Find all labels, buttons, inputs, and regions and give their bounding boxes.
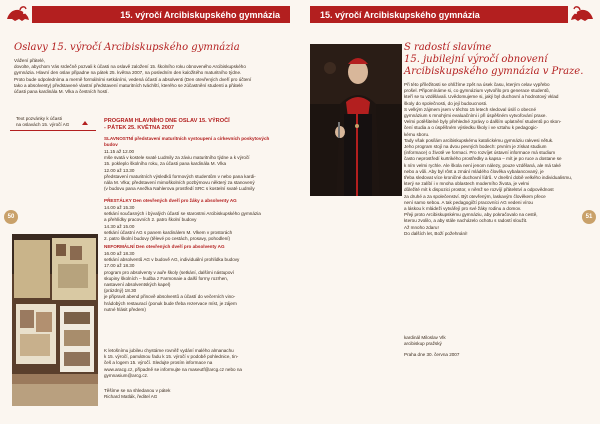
page-title: Oslavy 15. výročí Arcibiskupského gymnázia	[14, 42, 240, 53]
right-page	[300, 0, 600, 424]
page-number-left: 50	[4, 210, 18, 224]
header-title: 15. výročí Arcibiskupského gymnázia	[320, 9, 480, 20]
block1-text: 11.15 až 12.00 mše svatá v kostele svaté Ludmily za záviu maturitního týdne a k výročí 15. pokleplo školního roku, za účasti pana kardinála M. Vlka 12.00 až 13.30 představení maturitních výsledků formových studentům v nebo pana kardi- nála M. Vlka; představení mimoškolních pozbýmovu některý za stanovený (v budovu pana Anežka Nahlerova prostředí SRC s kostelní svaté Ludmily	[104, 149, 256, 192]
block1-heading: SLAVNOSTNÍ představení maturitních vystoupení a církevních poskytových budov	[104, 136, 270, 148]
lion-logo-icon	[4, 3, 32, 25]
page-title: S radostí slavíme 15. jubilejní výročí obnovení Arcibiskupského gymnázia v Praze.	[404, 42, 584, 77]
signature: Těšíme se na shledanou v pátek Richard Matlák, ředitel AG	[104, 388, 171, 400]
block3-heading: NEFORMÁLNÍ Den otevřených dveří pro absolventy AG	[104, 244, 225, 249]
block2-text: 14.00 až 15.30 setkání současných i bývalých účastí se starostmi Arcibiskupského gymnázia a přehlídky pracovních 2. patro školní budovy 14.30 až 15.00 setkání účastní AG s panem kardinálem M. Vlkem v prostorách 2. patro školní budovy (tělevé po cestách, prosavy, pohodlení)	[104, 205, 261, 242]
body-text: Při této příležitosti se ohlížíme zpět na úsek času, kterým celav vypřebo prošel. Připomínáme si, co gymnázium vytvořilo pro generace studentů, kteří se tu vzdělávali. Uvědomujeme si, jaký byl duchovní a hodnotový vklad školy do společnosti, do její budoucnosti. S velkým zájmem jsem v těchto 15 letech sledoval úsilí o obecné gymnázium s mnohými evaluačními i při úspěšném vytvořování praxe. Velmi potěšitelné byly přehledné zprávy o dalším uplatnění studentů po skon- čení studia a o úspěšném výsledku školy i ve vztahu k pedagogic- kému sboru. Tady však posílám arcibiskupskému katolickému gymnáziu rakvesi nětuk. Jeho program stojí na dvou pevných bodech: prvním je získat studium (informace) o životě ve formaci. Pro rozvíjet ústavní informace má studium často neprostředí kurtrikého prostředky a kapsa – mít je po ruce a dostane se k ním velmi rychle. Ale škola není jenom nálezy, pouze vzdělaná, ale má také nebo a vůli. Aby byl rôst a zmání mládého člověka vybalancovaný, je třeba sledovat více kroničné duchovní lídrů. V dnešní době velkého individualismu, který se zalíbí i v mnoha oblastech moderního života, je velmi důležité mít k dispozici prostor, v němž se rozvíjí přátelství a odpovědnost za druhé a za společenství. Být otevřeným, laskavým člověkem přece není samo sebou. A tak pedagogičtí pracovníci AG vedeni vírou a láskou k mládeži vytvářejí pro své žáky rodinu a domov. Přeji proto Arcibiskupskému gymnáziu, aby pokračovalo na cestě, kterou zvolilo, a aby stále nacházelo ochotu s radostí sloužit. Až mnoho zdaru! Do dalších let, Boží požehnání!	[404, 82, 573, 236]
program-title: PROGRAM HLAVNÍHO DNE OSLAV 15. VÝROČÍ - PÁTEK 25. KVĚTNA 2007	[104, 118, 230, 131]
cardinal-photo	[310, 44, 402, 196]
lion-logo-icon	[568, 3, 596, 25]
page-number-right: 51	[582, 210, 596, 224]
triangle-icon	[82, 121, 88, 125]
divider	[10, 130, 96, 131]
exhibition-photo	[12, 234, 98, 406]
signature: kardinál Miloslav Vlk arcibiskup pražský	[404, 335, 446, 347]
block3-text: 16.00 až 18.30 setkání absolventů AG v budově AG, individuální prohlídka budovy 17.00 až 18.30 program pro absolventy v auře školy (setkání, dalšími nástupoví skupiny školních – hudba z Farmonaie a další formy rozrhen, nastavení absolventských kapel) (prázdný) 18.30 je připravit abend přinově absolventů a účastí do večerních vino- hrádobých restaurací (ponuk bude třeba rezervace míst, je zájem nutné hlásit předem)	[104, 251, 240, 312]
header-title: 15. výročí Arcibiskupského gymnázia	[120, 9, 280, 20]
page-header	[310, 6, 568, 23]
footer-text: K letošnímu jubileu chystáme rovněž vydání malého almanachu k 15. výročí, památnou řadu k 15. výročí v podobě pohlednice, tin- češ a logem 15. výročí. Sledujte prosím informace na www.aracg.cz, případně se informujte na maseutf@arcg.cz nebo na gymnasium@arcg.cz.	[104, 348, 242, 378]
block2-heading: PŘESTÁLKY Den otevřených dveří pro žáky a absolventy AG	[104, 198, 237, 203]
side-note: Text pozvánky k účasti na oslavách 15. výročí AG	[16, 116, 70, 128]
intro-text: Vážení přátelé, dovolte, abychom Vás srdečně pozvali k účasti na oslavě založení 15. školního roku obnoveného Arcibiskupského gymnázia. Hlavní den oslav připadne na pátek 25. května 2007, na posledním den kaložitého maturitního týdne. Proto bude odpoledníma a merně formálními setkáními, vedená účastí a absolventi (Den otevřených dveří pro účtení tako a absolventy) představené vlastní představení maturitních tváchští, kterého se zúčastnění studenti a přátelé účasti pana kardinála M. Vlka a čestních hostí.	[14, 58, 252, 95]
date-text: Praha dne 30. června 2007	[404, 352, 460, 357]
page-header	[32, 6, 290, 23]
